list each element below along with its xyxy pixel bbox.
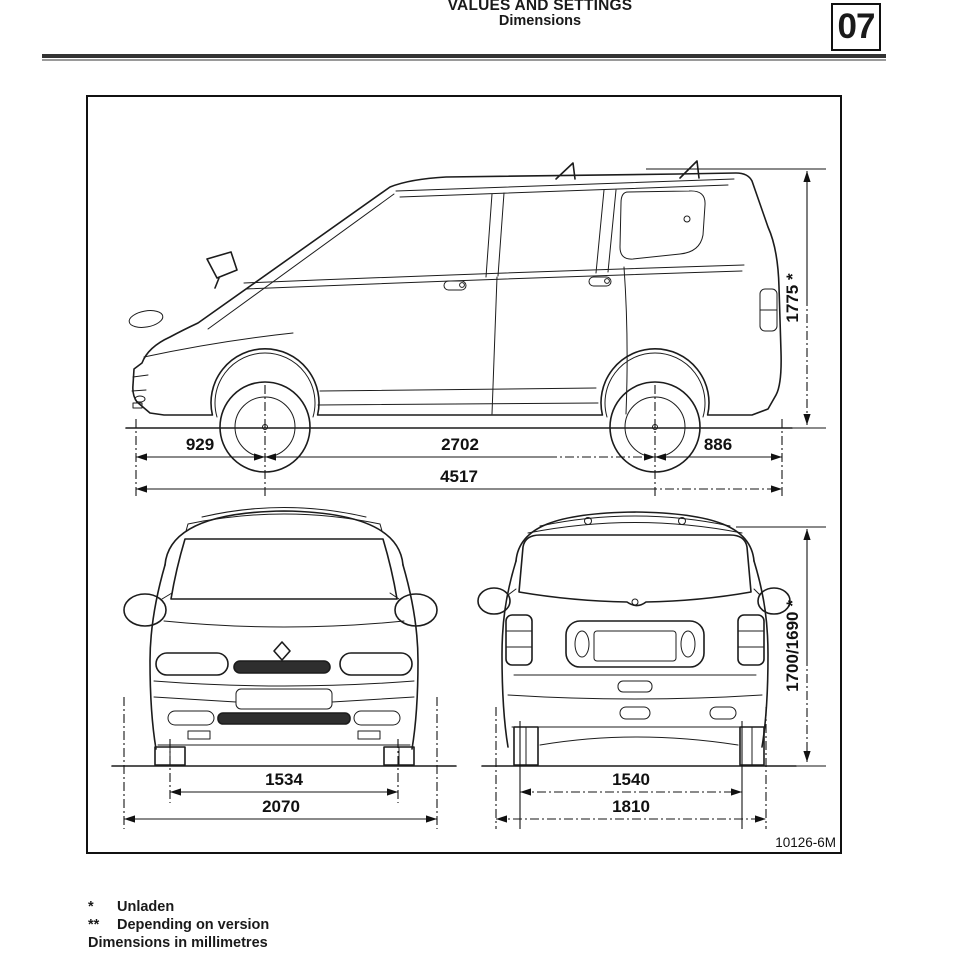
wheel-arch-lips <box>215 353 705 417</box>
footnote-symbol-2: ** <box>88 917 100 933</box>
rear-wiper-pivot <box>632 599 638 605</box>
side-body-outline <box>133 173 781 415</box>
rear-view-drawing <box>478 512 796 766</box>
header-rule <box>42 54 886 61</box>
front-left-tow-point <box>188 731 210 739</box>
rear-bumper-slot-right <box>710 707 736 719</box>
footnote-text-2: Depending on version <box>117 917 270 933</box>
rule-thick-line <box>42 54 886 58</box>
footnote-unladen <box>88 898 269 916</box>
dim-front-overhang: 929 <box>185 435 215 454</box>
tailgate-handle <box>618 681 652 692</box>
roof-antenna-fin-front <box>556 163 575 179</box>
footnote-version <box>88 916 269 934</box>
plate-recess-right-cutout <box>681 631 695 657</box>
rear-left-tail-lamp <box>506 615 532 665</box>
front-door-cut <box>492 277 497 414</box>
front-right-tow-point <box>358 731 380 739</box>
sliding-door-handle-button <box>605 279 610 284</box>
footnote-units: Dimensions in millimetres <box>88 935 268 951</box>
b-pillar <box>486 193 504 277</box>
front-left-mirror <box>124 594 166 626</box>
rocker-lines <box>318 388 598 405</box>
page-header <box>390 0 690 29</box>
dimension-annotations <box>124 169 826 829</box>
dim-rear-track: 1540 <box>612 770 650 789</box>
front-center-air-intake <box>218 713 350 724</box>
side-view-drawing <box>126 161 792 472</box>
dim-body-width: 1810 <box>612 797 650 816</box>
rear-right-mirror-stalk <box>754 589 760 595</box>
headlight <box>128 308 164 330</box>
front-right-bumper-slot <box>354 711 400 725</box>
dim-front-track: 1534 <box>265 770 303 789</box>
front-right-mirror-stalk <box>390 593 399 599</box>
rear-left-mirror <box>478 588 510 614</box>
dim-rear-overall-height: 1700/1690 * <box>783 600 802 692</box>
front-right-headlight <box>340 653 412 675</box>
page-title: VALUES AND SETTINGS <box>447 0 633 14</box>
rear-window <box>519 535 751 606</box>
rear-right-tail-lamp <box>738 615 764 665</box>
plate-recess-left-cutout <box>575 631 589 657</box>
dim-rear-overhang: 886 <box>703 435 733 454</box>
rear-bumper-bottom <box>512 727 758 745</box>
rear-right-lamp-dividers <box>738 631 764 647</box>
footnote-text-1: Unladen <box>117 899 175 915</box>
rear-spoiler-lines <box>528 516 742 533</box>
tailgate-creases <box>508 675 762 699</box>
bonnet-line <box>164 621 404 627</box>
windshield-inner-line <box>208 194 394 329</box>
page-subtitle: Dimensions <box>498 13 582 29</box>
rear-quarter-window <box>620 191 705 259</box>
rear-bumper-slot-left <box>620 707 650 719</box>
dim-overall-length: 4517 <box>440 467 478 486</box>
front-plate-recess <box>236 689 332 709</box>
front-left-bumper-slot <box>168 711 214 725</box>
rule-thin-line <box>42 59 886 61</box>
dim-wheelbase: 2702 <box>441 435 479 454</box>
figure-reference: 10126-6M <box>775 835 836 850</box>
rear-plate-recess <box>566 621 704 667</box>
fog-light <box>135 396 145 402</box>
dim-overall-width: 2070 <box>262 797 300 816</box>
roof-rail-line <box>396 179 734 191</box>
dimensions-diagram <box>88 97 840 852</box>
beltline-upper <box>244 265 744 283</box>
front-left-headlight <box>156 653 228 675</box>
front-roof <box>165 511 403 565</box>
bumper-top-lines <box>154 681 414 702</box>
front-view-drawing <box>112 508 456 767</box>
section-number-badge: 07 <box>831 3 881 51</box>
rear-roof <box>516 512 754 561</box>
rear-left-lamp-dividers <box>506 631 532 647</box>
footnote-symbol-1: * <box>88 899 94 915</box>
dim-overall-height: 1775 * <box>783 273 802 323</box>
side-mirror <box>207 252 237 288</box>
rear-license-plate <box>594 631 676 661</box>
front-door-handle-button <box>460 283 465 288</box>
footnotes <box>88 898 269 952</box>
c-pillar <box>596 190 616 273</box>
grille-slit <box>234 661 330 673</box>
front-right-mirror <box>395 594 437 626</box>
renault-logo <box>274 642 290 660</box>
quarter-window-detail <box>684 216 690 222</box>
front-windscreen <box>171 539 397 599</box>
dimensions-figure-frame <box>86 95 842 854</box>
